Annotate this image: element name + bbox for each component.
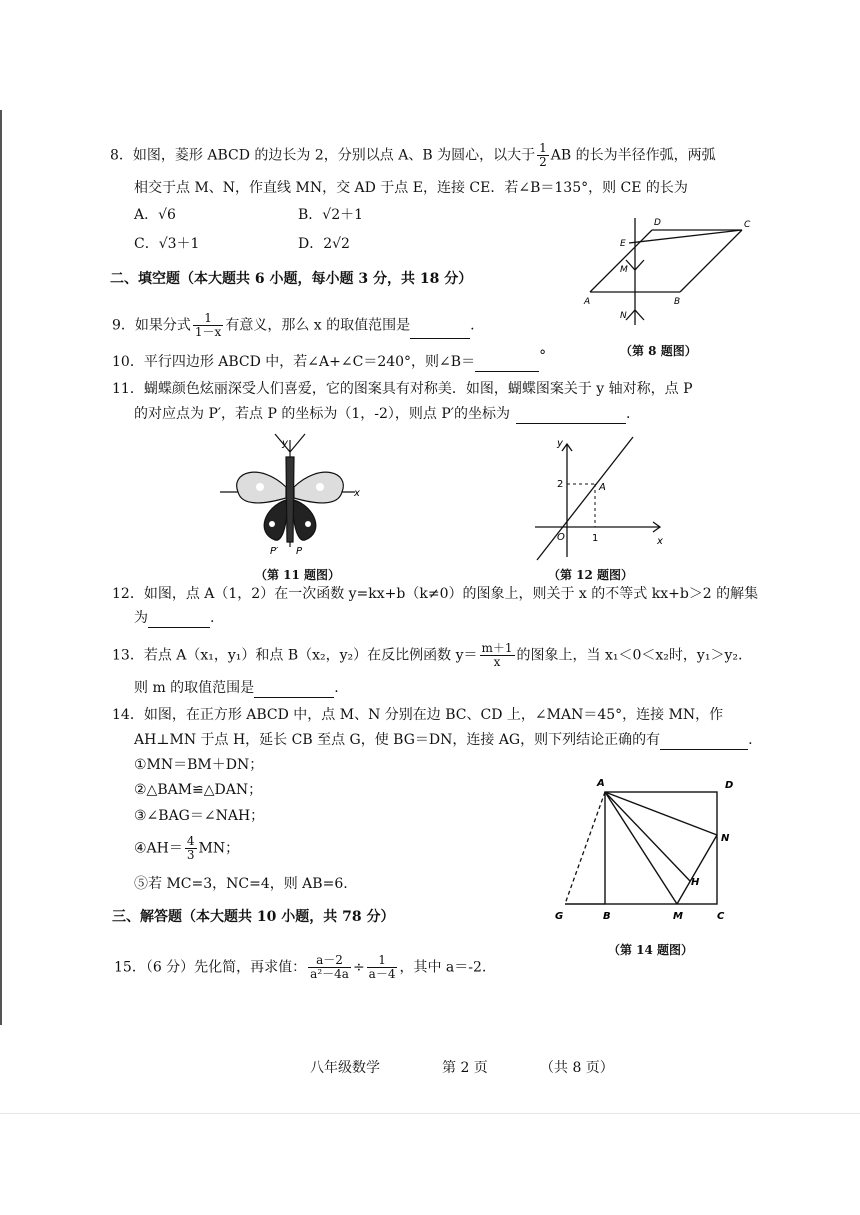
q11-answer-blank xyxy=(516,409,626,424)
q12-graph-figure xyxy=(525,432,670,562)
q9: 9．如果分式 $\frac{1}{1-x}$ 有意义，那么 x 的取值范围是 . xyxy=(112,311,475,339)
q8-line1: 8．如图，菱形 ABCD 的边长为 2，分别以点 A、B 为圆心，以大于 $\frac{1}{2}$ AB 的长为半径作弧，两弧 xyxy=(110,141,716,169)
q14-caption: （第 14 题图） xyxy=(608,943,694,957)
q8-caption: （第 8 题图） xyxy=(620,344,697,358)
q8-label-c: C xyxy=(744,220,751,230)
q14-label-g: G xyxy=(555,911,564,922)
q8-fraction: $\frac{1}{2}$ xyxy=(539,141,547,169)
q8-line2: 相交于点 M、N，作直线 MN，交 AD 于点 E，连接 CE．若∠B＝135°，则 CE 的长为 xyxy=(134,180,688,196)
q8-option-c: C．√3＋1 xyxy=(134,236,200,252)
footer-subject: 八年级数学 xyxy=(310,1060,380,1076)
q11-label-p-prime: P′ xyxy=(270,546,279,557)
q8-label-d: D xyxy=(654,218,661,228)
q14-conclusion-1: ①MN＝BM＋DN； xyxy=(134,757,264,773)
q8-option-d: D．2√2 xyxy=(298,236,350,252)
q14-conclusion-3: ③∠BAG＝∠NAH； xyxy=(134,808,265,824)
section-3-heading: 三、解答题（本大题共 10 小题，共 78 分） xyxy=(112,909,395,925)
page-bottom-border xyxy=(0,1113,860,1114)
q14-label-h: H xyxy=(691,877,700,888)
q8-label-n: N xyxy=(620,311,627,321)
q12-line2: 为 . xyxy=(134,610,215,626)
q14-conclusion-2: ②△BAM≌△DAN； xyxy=(134,782,263,798)
footer-page-number: 第 2 页 xyxy=(442,1060,488,1076)
q11-label-y: y xyxy=(282,438,288,449)
q11-label-x: x xyxy=(354,488,360,499)
q14-label-a: A xyxy=(597,778,605,789)
q15: 15．（6 分）先化简，再求值： $\frac{a-2}{\text{a²－4a}}$ ÷ $\frac{1}{a-4}$ ，其中 a＝-2. xyxy=(114,953,487,981)
q14-label-c: C xyxy=(717,911,725,922)
q8-option-b: B．√2＋1 xyxy=(298,207,364,223)
q13-line2: 则 m 的取值范围是 . xyxy=(134,680,339,696)
q14-segment-mn xyxy=(677,835,717,904)
q14-conclusion-5: ⑤若 MC=3，NC=4，则 AB=6. xyxy=(134,876,348,892)
q12-label-o: O xyxy=(557,532,565,543)
q14-conclusion-4: ④AH＝ $\frac{4}{3}$ MN； xyxy=(134,834,240,862)
scan-edge-shadow xyxy=(0,110,2,1025)
q11-line2: 的对应点为 P′，若点 P 的坐标为（1，-2），则点 P′的坐标为 . xyxy=(134,406,631,422)
q14-label-n: N xyxy=(721,833,730,844)
q12-label-y: y xyxy=(557,438,563,449)
q12-label-1: 1 xyxy=(592,533,599,544)
q13-line1: 13．若点 A（x₁，y₁）和点 B（x₂，y₂）在反比例函数 y＝ $\frac{m+1}{x}$ 的图象上，当 x₁＜0＜x₂时，y₁＞y₂. xyxy=(112,641,743,669)
q10: 10．平行四边形 ABCD 中，若∠A+∠C＝240°，则∠B＝ ° xyxy=(112,348,547,370)
q8-rhombus-figure xyxy=(580,210,760,330)
q8-label-a: A xyxy=(584,297,591,307)
q14-square-figure xyxy=(545,775,745,925)
q8-label-b: B xyxy=(674,297,681,307)
q11-label-p: P xyxy=(296,546,303,557)
q8-option-a: A．√6 xyxy=(134,207,176,223)
q12-caption: （第 12 题图） xyxy=(548,568,634,582)
q8-side-bc xyxy=(680,230,742,292)
q14-label-b: B xyxy=(603,911,611,922)
q12-label-2: 2 xyxy=(557,479,564,490)
q14-segment-ah xyxy=(605,792,690,881)
q14-label-d: D xyxy=(725,780,734,791)
q12-label-x: x xyxy=(657,536,663,547)
section-2-heading: 二、填空题（本大题共 6 小题，每小题 3 分，共 18 分） xyxy=(110,271,473,287)
q12-label-a: A xyxy=(599,482,606,493)
q10-answer-blank xyxy=(475,357,539,372)
q9-answer-blank xyxy=(410,324,470,339)
q11-butterfly-figure xyxy=(220,432,365,562)
q14-segment-an xyxy=(605,792,717,835)
q14-line2: AH⊥MN 于点 H，延长 CB 至点 G，使 BG＝DN，连接 AG，则下列结论正确的有 . xyxy=(134,732,753,748)
q11-caption: （第 11 题图） xyxy=(255,568,341,582)
q11-line1: 11．蝴蝶颜色炫丽深受人们喜爱，它的图案具有对称美．如图，蝴蝶图案关于 y 轴对称，点 P xyxy=(112,381,693,397)
q14-line1: 14．如图，在正方形 ABCD 中，点 M、N 分别在边 BC、CD 上，∠MAN＝45°，连接 MN，作 xyxy=(112,707,724,723)
q8-label-m: M xyxy=(620,265,628,275)
q14-segment-am xyxy=(605,792,677,904)
q14-segment-ag xyxy=(565,792,605,904)
q12-line1: 12．如图，点 A（1，2）在一次函数 y=kx+b（k≠0）的图象上，则关于 x 的不等式 kx+b＞2 的解集 xyxy=(112,586,759,602)
q13-answer-blank xyxy=(254,683,334,698)
q14-answer-blank xyxy=(660,735,748,750)
q8-label-e: E xyxy=(620,239,626,249)
footer-total-pages: （共 8 页） xyxy=(540,1060,614,1076)
q14-label-m: M xyxy=(673,911,683,922)
q12-answer-blank xyxy=(148,613,210,628)
q12-line xyxy=(537,437,633,560)
